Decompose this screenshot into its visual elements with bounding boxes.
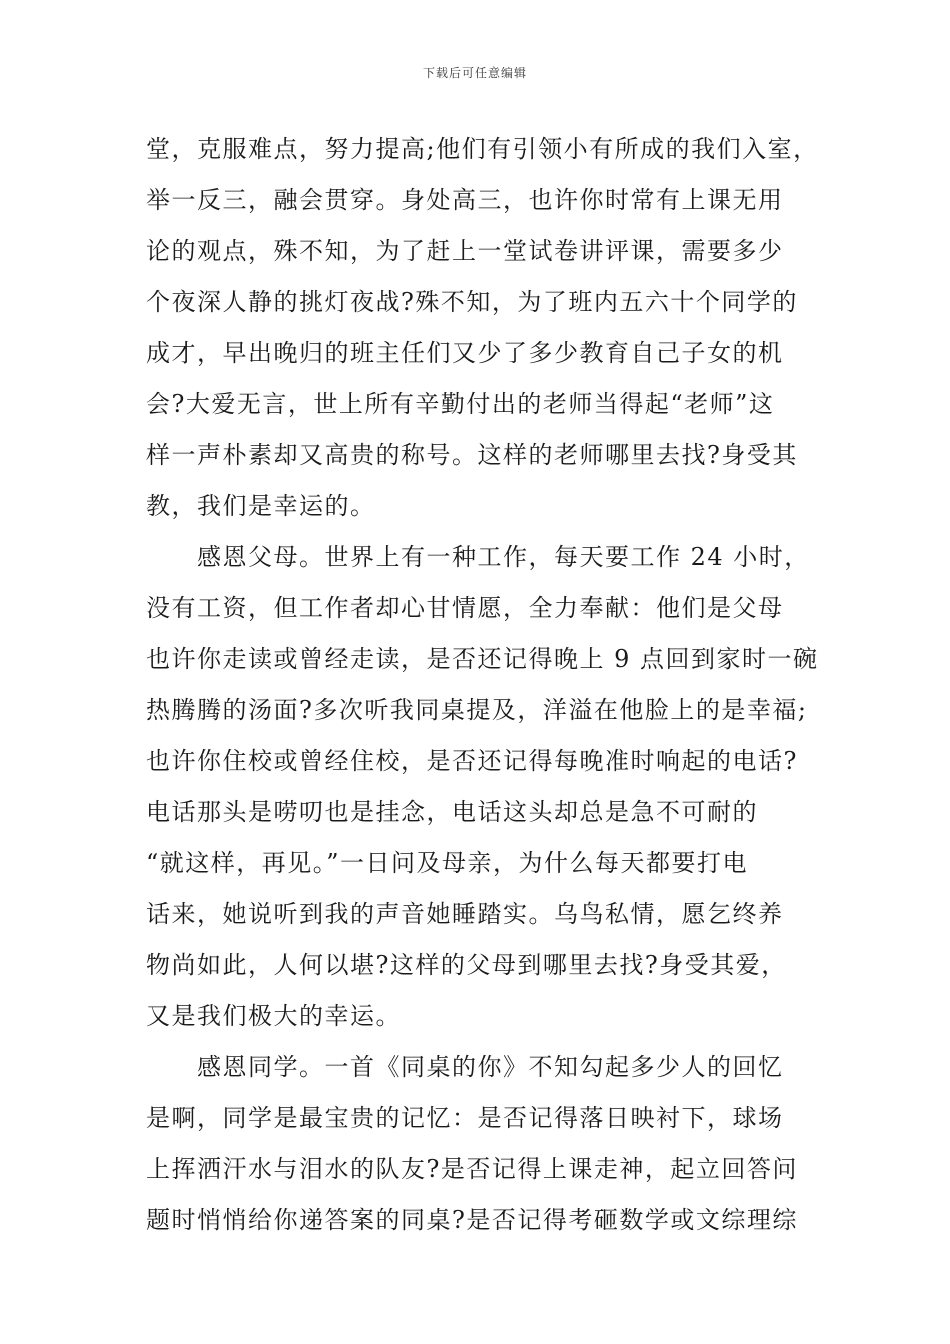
text-line: 又是我们极大的幸运。 [146, 1002, 401, 1030]
document-body [146, 124, 819, 1246]
text-line: 成才，早出晚归的班主任们又少了多少教育自己子女的机 [146, 339, 784, 367]
text-line: 举一反三，融会贯穿。身处高三，也许你时常有上课无用 [146, 186, 784, 214]
text-line: 感恩父母。世界上有一种工作，每天要工作 24 小时， [146, 543, 810, 571]
text-line: “就这样，再见。”一日问及母亲，为什么每天都要打电 [146, 849, 749, 877]
text-line: 论的观点，殊不知，为了赶上一堂试卷讲评课，需要多少 [146, 237, 784, 265]
text-line: 会?大爱无言，世上所有辛勤付出的老师当得起“老师”这 [146, 390, 775, 418]
page-header: 下载后可任意编辑 [422, 66, 527, 80]
text-line: 堂，克服难点，努力提高;他们有引领小有所成的我们入室， [146, 135, 819, 163]
text-line: 感恩同学。一首《同桌的你》不知勾起多少人的回忆 [146, 1053, 784, 1081]
text-line: 上挥洒汗水与泪水的队友?是否记得上课走神，起立回答问 [146, 1155, 798, 1183]
text-line: 也许你走读或曾经走读，是否还记得晚上 9 点回到家时一碗 [146, 645, 819, 673]
text-line: 没有工资，但工作者却心甘情愿，全力奉献：他们是父母 [146, 594, 784, 622]
text-line: 样一声朴素却又高贵的称号。这样的老师哪里去找?身受其 [146, 441, 798, 469]
text-line: 物尚如此，人何以堪?这样的父母到哪里去找?身受其爱， [146, 951, 787, 979]
text-line: 是啊，同学是最宝贵的记忆：是否记得落日映衬下，球场 [146, 1104, 784, 1132]
text-line: 电话那头是唠叨也是挂念，电话这头却总是急不可耐的 [146, 798, 758, 826]
text-line: 热腾腾的汤面?多次听我同桌提及，洋溢在他脸上的是幸福; [146, 696, 808, 724]
text-line: 也许你住校或曾经住校，是否还记得每晚准时响起的电话? [146, 747, 798, 775]
text-line: 教，我们是幸运的。 [146, 492, 376, 520]
text-line: 个夜深人静的挑灯夜战?殊不知，为了班内五六十个同学的 [146, 288, 798, 316]
text-line: 话来，她说听到我的声音她睡踏实。乌鸟私情，愿乞终养 [146, 900, 784, 928]
text-line: 题时悄悄给你递答案的同桌?是否记得考砸数学或文综理综 [146, 1206, 798, 1234]
